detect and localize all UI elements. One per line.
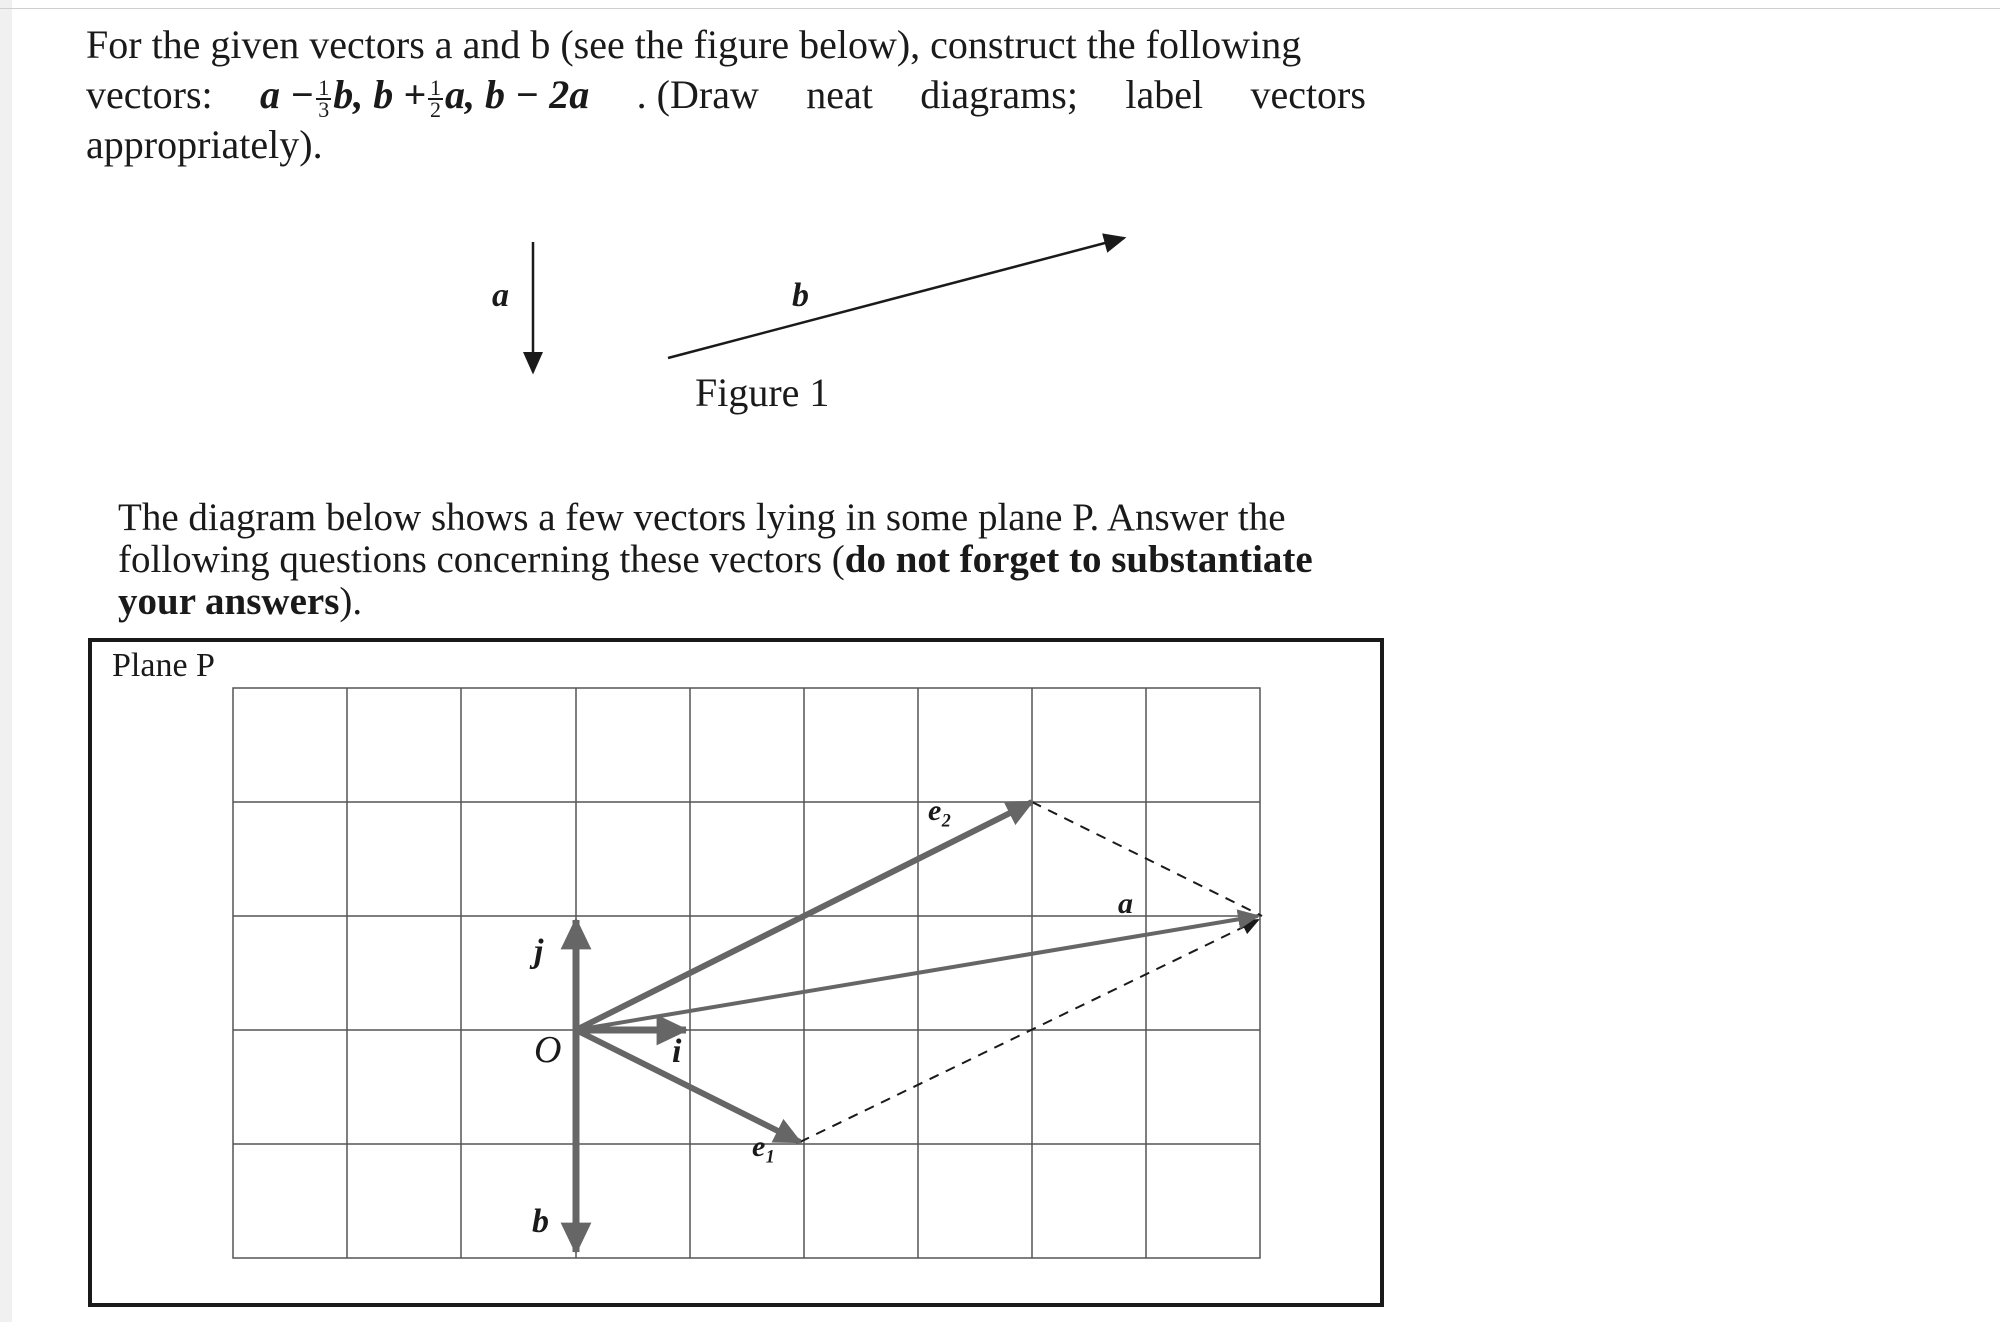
label-b: b bbox=[532, 1203, 549, 1240]
label-origin-O: O bbox=[534, 1029, 562, 1071]
fraction-denominator: 3 bbox=[318, 96, 330, 122]
vector-a-arrow bbox=[576, 916, 1258, 1030]
instruction-word-1: . (Draw bbox=[636, 72, 759, 117]
problem-1-line-3-text: appropriately). bbox=[86, 122, 323, 167]
fraction-denominator: 2 bbox=[430, 96, 442, 122]
problem-2-line-2-bold: do not forget to substantiate bbox=[844, 538, 1313, 581]
expression-1-post: b, bbox=[333, 72, 364, 117]
label-i: i bbox=[672, 1033, 682, 1070]
grid-border bbox=[233, 688, 1260, 1258]
problem-1-line-1-text: For the given vectors a and b (see the figure below), construct the following bbox=[86, 22, 1302, 67]
problem-2-line-3-bold: your answers bbox=[118, 580, 340, 623]
problem-2-line-3-text: ). bbox=[339, 580, 363, 623]
label-e2: e₂ bbox=[928, 794, 952, 827]
label-j: j bbox=[534, 933, 544, 970]
vector-e1-arrow bbox=[576, 1030, 800, 1142]
expression-2-post: a, bbox=[445, 72, 476, 117]
vector-b-label: b bbox=[792, 277, 809, 314]
fraction-numerator: 1 bbox=[430, 74, 442, 100]
expression-2-pre: b + bbox=[373, 72, 427, 117]
label-a: a bbox=[1118, 887, 1133, 920]
figure-1-caption: Figure 1 bbox=[695, 370, 830, 415]
instruction-word-4: label bbox=[1125, 72, 1204, 117]
vector-a-label: a bbox=[492, 277, 509, 314]
expression-1-pre: a − bbox=[260, 72, 315, 117]
grid bbox=[233, 688, 1260, 1258]
instruction-word-3: diagrams; bbox=[920, 72, 1078, 117]
expression-3: b − 2a bbox=[485, 72, 590, 117]
dashed-line-e2-to-a bbox=[1032, 802, 1262, 916]
instruction-word-2: neat bbox=[806, 72, 873, 117]
plane-frame bbox=[90, 640, 1382, 1305]
problem-2-line-2-text: following questions concerning these vectors ( bbox=[118, 538, 845, 581]
plane-label: Plane P bbox=[112, 647, 215, 684]
instruction-word-5: vectors bbox=[1250, 72, 1366, 117]
vectors-label: vectors: bbox=[86, 72, 213, 117]
fraction-numerator: 1 bbox=[318, 74, 330, 100]
problem-2-line-1: The diagram below shows a few vectors lying in some plane P. Answer the bbox=[118, 496, 1286, 539]
label-e1: e₁ bbox=[752, 1130, 776, 1163]
